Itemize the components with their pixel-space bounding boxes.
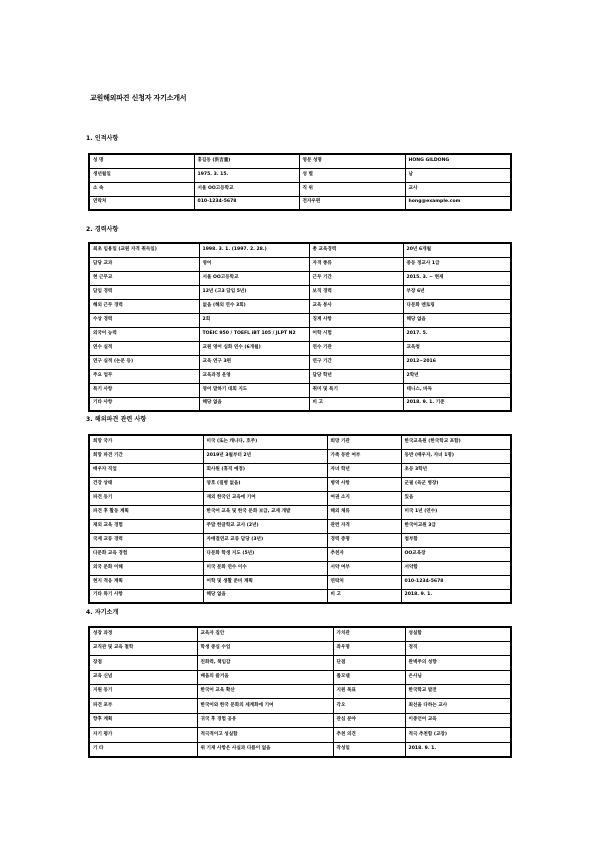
- field-value: 한국어 교육 확산: [197, 685, 333, 699]
- table-row: [89, 285, 511, 299]
- table-row: [89, 243, 511, 257]
- field-label: 외국 문화 이해: [89, 561, 203, 575]
- field-label: 희망 국가: [89, 435, 203, 449]
- field-value: 홍길동 (洪吉童): [194, 154, 299, 168]
- field-label: 연락처: [327, 575, 401, 589]
- field-label: 외국어 능력: [89, 327, 199, 341]
- table-row: [89, 257, 511, 271]
- field-label: 영문 성명: [299, 154, 405, 168]
- field-label: 교육 신념: [89, 670, 197, 684]
- field-value: OO교육장: [401, 547, 511, 561]
- table-row: [89, 547, 511, 561]
- table-row: [89, 627, 511, 641]
- field-label: 비 고: [309, 397, 403, 411]
- field-value: 2012~2016: [403, 355, 511, 369]
- field-label: 연구 기간: [309, 355, 403, 369]
- field-label: 기타 사항: [89, 397, 199, 411]
- field-label: 비 고: [327, 589, 401, 603]
- field-label: 수상 경력: [89, 313, 199, 327]
- field-label: 희망 기관: [327, 435, 401, 449]
- field-value: 교사: [405, 182, 511, 196]
- field-label: 해외 근무 경력: [89, 299, 199, 313]
- field-label: 재외 교육 경험: [89, 519, 203, 533]
- field-label: 향후 계획: [89, 713, 197, 727]
- table-row: [89, 477, 511, 491]
- table-row: [89, 491, 511, 505]
- table-row: [89, 641, 511, 655]
- field-value: 귀국 후 경험 공유: [197, 713, 333, 727]
- field-value: 010-1234-5678: [401, 575, 511, 589]
- field-label: 가족 동반 여부: [327, 449, 401, 463]
- section-title-career: 2. 경력사항: [86, 226, 119, 233]
- table-row: [89, 313, 511, 327]
- field-label: 기타 특기 사항: [89, 589, 203, 603]
- field-value: 적극적이고 성실함: [197, 728, 333, 742]
- field-label: 파견 동기: [89, 491, 203, 505]
- field-label: 추천자: [327, 547, 401, 561]
- field-label: 생년월일: [89, 168, 194, 182]
- table-row: [89, 154, 511, 168]
- field-label: 현 근무교: [89, 271, 199, 285]
- field-label: 자격 종류: [309, 257, 403, 271]
- field-label: 담당 학년: [309, 369, 403, 383]
- document-title: 교원해외파견 신청자 자기소개서: [90, 94, 187, 102]
- field-value: 한국어 교육 및 한국 문화 보급, 교재 개발: [203, 505, 327, 519]
- field-value: 교육청: [403, 341, 511, 355]
- field-value: 교육자 집안: [197, 627, 333, 641]
- field-value: 친화력, 책임감: [197, 656, 333, 670]
- field-label: 현지 적응 계획: [89, 575, 203, 589]
- field-label: 직 위: [299, 182, 405, 196]
- field-value: 다문화 학생 지도 (5년): [203, 547, 327, 561]
- field-label: 병역 사항: [327, 477, 401, 491]
- table-row: [89, 699, 511, 713]
- table-personal-info: [88, 153, 512, 211]
- table-row: [89, 670, 511, 684]
- field-value: 테니스, 바둑: [403, 383, 511, 397]
- field-value: 서울 OO고등학교: [199, 271, 309, 285]
- field-label: 교직관 및 교육 철학: [89, 641, 197, 655]
- table-row: [89, 196, 511, 210]
- field-value: 군필 (육군 병장): [401, 477, 511, 491]
- field-value: 적극 추천함 (교장): [405, 728, 511, 742]
- table-row: [89, 271, 511, 285]
- field-label: 기 타: [89, 742, 197, 756]
- field-label: 연수 실적: [89, 341, 199, 355]
- table-row: [89, 656, 511, 670]
- table-row: [89, 383, 511, 397]
- table-row: [89, 397, 511, 411]
- field-label: 성장 과정: [89, 627, 197, 641]
- field-value: 중등 정교사 1급: [403, 257, 511, 271]
- field-label: 총 교육경력: [309, 243, 403, 257]
- field-value: 서약함: [401, 561, 511, 575]
- table-row: [89, 589, 511, 603]
- field-value: 해당 없음: [403, 313, 511, 327]
- field-label: 장점: [89, 656, 197, 670]
- field-value: 최선을 다하는 교사: [405, 699, 511, 713]
- field-label: 취미 및 특기: [309, 383, 403, 397]
- field-value: 위 기재 사항은 사실과 다름이 없음: [197, 742, 333, 756]
- field-value: 미국 (또는 캐나다, 호주): [203, 435, 327, 449]
- field-label: 희망 파견 기간: [89, 449, 203, 463]
- field-value: 있음: [401, 491, 511, 505]
- field-label: 전자우편: [299, 196, 405, 210]
- field-value: 교육 연구 3편: [199, 355, 309, 369]
- table-row: [89, 299, 511, 313]
- field-value: 은사님: [405, 670, 511, 684]
- field-label: 각오: [333, 699, 405, 713]
- field-label: 소 속: [89, 182, 194, 196]
- field-value: 1975. 3. 15.: [194, 168, 299, 182]
- section-title-dispatch: 3. 해외파견 관련 사항: [86, 416, 147, 423]
- table-row: [89, 561, 511, 575]
- field-value: 동반 (배우자, 자녀 1명): [401, 449, 511, 463]
- field-value: 2학년: [403, 369, 511, 383]
- field-value: 2019년 3월부터 2년: [203, 449, 327, 463]
- field-value: 주말 한글학교 교사 (2년): [203, 519, 327, 533]
- field-value: 2회: [199, 313, 309, 327]
- field-value: 2017. 5.: [403, 327, 511, 341]
- table-row: [89, 182, 511, 196]
- field-label: 국제 교류 경력: [89, 533, 203, 547]
- field-value: 12년 (고3 담임 5년): [199, 285, 309, 299]
- field-value: 어학 및 생활 준비 계획: [203, 575, 327, 589]
- table-row: [89, 728, 511, 742]
- table-row: [89, 685, 511, 699]
- table-row: [89, 505, 511, 519]
- field-value: 양호 (질병 없음): [203, 477, 327, 491]
- field-label: 단점: [333, 656, 405, 670]
- field-label: 연수 기관: [309, 341, 403, 355]
- field-label: 해외 체류: [327, 505, 401, 519]
- field-value: 해당 없음: [199, 397, 309, 411]
- field-label: 좌우명: [333, 641, 405, 655]
- field-label: 파견 후 활동 계획: [89, 505, 203, 519]
- table-dispatch: [88, 434, 512, 604]
- field-value: 서울 OO고등학교: [194, 182, 299, 196]
- field-label: 담임 경력: [89, 285, 199, 299]
- field-value: 교원 영어 심화 연수 (6개월): [199, 341, 309, 355]
- field-label: 롤모델: [333, 670, 405, 684]
- field-value: 성실함: [405, 627, 511, 641]
- field-value: 영어: [199, 257, 309, 271]
- section-title-self-intro: 4. 자기소개: [86, 609, 119, 616]
- field-value: 첨부함: [401, 533, 511, 547]
- field-value: 한국어교원 3급: [401, 519, 511, 533]
- table-self-intro: [88, 626, 512, 758]
- field-label: 관심 분야: [333, 713, 405, 727]
- field-value: 20년 6개월: [403, 243, 511, 257]
- field-label: 어학 시험: [309, 327, 403, 341]
- field-label: 추천 의견: [333, 728, 405, 742]
- field-label: 가치관: [333, 627, 405, 641]
- field-label: 징계 사항: [309, 313, 403, 327]
- field-value: 학생 중심 수업: [197, 641, 333, 655]
- field-value: 없음 (해외 연수 3회): [199, 299, 309, 313]
- section-title-personal: 1. 인적사항: [86, 135, 119, 142]
- table-row: [89, 713, 511, 727]
- field-label: 다문화 교육 경험: [89, 547, 203, 561]
- table-row: [89, 742, 511, 756]
- table-row: [89, 575, 511, 589]
- field-value: 2018. 9. 1. 기준: [403, 397, 511, 411]
- field-value: 한국학교 발전: [405, 685, 511, 699]
- field-value: 010-1234-5678: [194, 196, 299, 210]
- field-label: 경력 증명: [327, 533, 401, 547]
- field-value: 부장 6년: [403, 285, 511, 299]
- table-row: [89, 168, 511, 182]
- field-value: 2015. 3. ~ 현재: [403, 271, 511, 285]
- field-label: 연락처: [89, 196, 194, 210]
- table-career: [88, 242, 512, 412]
- field-label: 건강 상태: [89, 477, 203, 491]
- field-value: 미국 1년 (연수): [401, 505, 511, 519]
- table-row: [89, 341, 511, 355]
- field-value: 배움의 즐거움: [197, 670, 333, 684]
- field-value: 회사원 (휴직 예정): [203, 463, 327, 477]
- field-value: 미국 문화 연수 이수: [203, 561, 327, 575]
- field-label: 주요 업무: [89, 369, 199, 383]
- table-row: [89, 327, 511, 341]
- field-label: 연구 실적 (논문 등): [89, 355, 199, 369]
- table-row: [89, 519, 511, 533]
- field-value: 자매결연교 교류 담당 (3년): [203, 533, 327, 547]
- field-value: hong@example.com: [405, 196, 511, 210]
- field-value: 교육과정 운영: [199, 369, 309, 383]
- field-label: 배우자 직업: [89, 463, 203, 477]
- field-label: 성 명: [89, 154, 194, 168]
- field-label: 관련 자격: [327, 519, 401, 533]
- field-label: 성 별: [299, 168, 405, 182]
- field-label: 지원 동기: [89, 685, 197, 699]
- field-value: 남: [405, 168, 511, 182]
- field-label: 근무 기간: [309, 271, 403, 285]
- field-value: 한국교육원 (한국학교 포함): [401, 435, 511, 449]
- table-row: [89, 463, 511, 477]
- field-value: TOEIC 950 / TOEFL iBT 105 / JLPT N2: [199, 327, 309, 341]
- table-row: [89, 369, 511, 383]
- field-label: 지원 목표: [333, 685, 405, 699]
- field-label: 보직 경력: [309, 285, 403, 299]
- field-value: 정직: [405, 641, 511, 655]
- table-row: [89, 435, 511, 449]
- table-row: [89, 533, 511, 547]
- field-label: 자기 평가: [89, 728, 197, 742]
- field-label: 여권 소지: [327, 491, 401, 505]
- field-value: 한국어와 한국 문화의 세계화에 기여: [197, 699, 333, 713]
- field-label: 최초 임용일 (교원 자격 취득일): [89, 243, 199, 257]
- field-value: 1998. 3. 1. (1997. 2. 28.): [199, 243, 309, 257]
- field-value: 재외 한국인 교육에 기여: [203, 491, 327, 505]
- field-label: 담당 교과: [89, 257, 199, 271]
- field-value: 다문화 멘토링: [403, 299, 511, 313]
- field-value: 완벽주의 성향: [405, 656, 511, 670]
- field-label: 특기 사항: [89, 383, 199, 397]
- field-value: 이중언어 교육: [405, 713, 511, 727]
- field-label: 작성일: [333, 742, 405, 756]
- field-label: 파견 포부: [89, 699, 197, 713]
- field-value: 영어 말하기 대회 지도: [199, 383, 309, 397]
- field-value: 2018. 9. 1.: [405, 742, 511, 756]
- table-row: [89, 449, 511, 463]
- field-label: 서약 여부: [327, 561, 401, 575]
- field-value: HONG GILDONG: [405, 154, 511, 168]
- field-label: 자녀 학년: [327, 463, 401, 477]
- field-value: 초등 3학년: [401, 463, 511, 477]
- field-label: 교육 봉사: [309, 299, 403, 313]
- field-value: 해당 없음: [203, 589, 327, 603]
- field-value: 2018. 9. 1.: [401, 589, 511, 603]
- table-row: [89, 355, 511, 369]
